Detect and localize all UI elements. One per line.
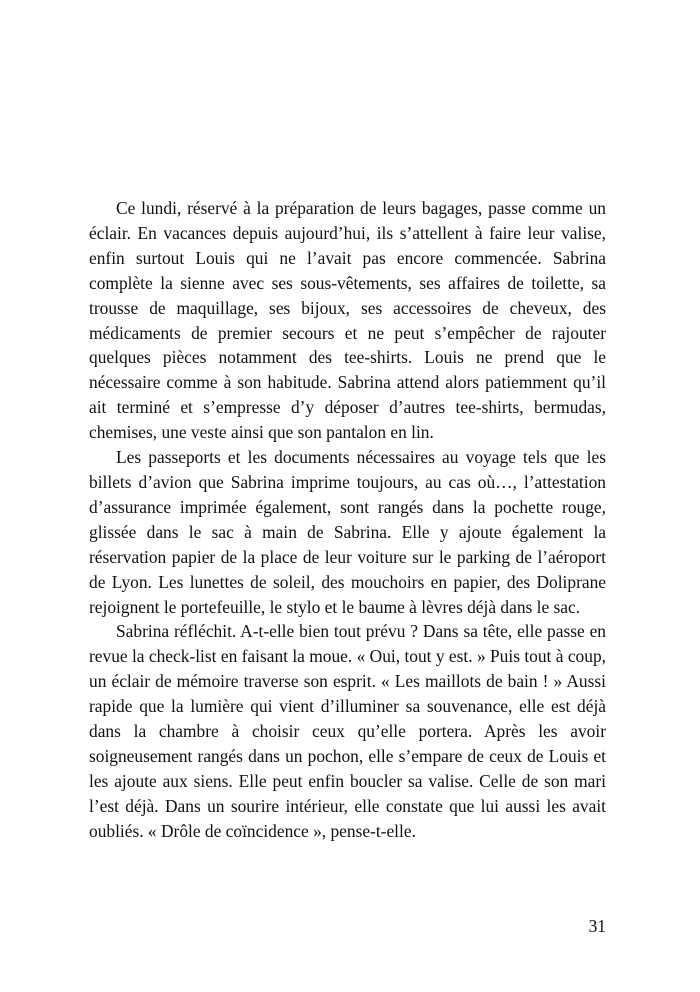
page-number: 31	[588, 916, 606, 936]
paragraph-2: Les passeports et les documents nécessaires au voyage tels que les billets d’avion que Sabrina imprime toujours, au cas où…, l’attestation d’assurance imprimée également, sont rangés dans la pochette rouge, glissée dans le sac à main de Sabrina. Elle y ajoute également la réservation papier de la place de leur voiture sur le parking de l’aéroport de Lyon. Les lunettes de soleil, des mouchoirs en papier, des Doliprane rejoignent le portefeuille, le stylo et le baume à lèvres déjà dans le sac.	[89, 447, 606, 617]
paragraph-3: Sabrina réfléchit. A-t-elle bien tout prévu ? Dans sa tête, elle passe en revue la check-list en faisant la moue. « Oui, tout y est. » Puis tout à coup, un éclair de mémoire traverse son esprit. « Les maillots de bain ! » Aussi rapide que la lumière qui vient d’illuminer sa souvenance, elle est déjà dans la chambre à choisir ceux qu’elle portera. Après les avoir soigneusement rangés dans un pochon, elle s’empare de ceux de Louis et les ajoute aux siens. Elle peut enfin boucler sa valise. Celle de son mari l’est déjà. Dans un sourire intérieur, elle constate que lui aussi les avait oubliés. « Drôle de coïncidence », pense-t-elle.	[89, 621, 606, 841]
paragraph-1: Ce lundi, réservé à la préparation de leurs bagages, passe comme un éclair. En vacances depuis aujourd’hui, ils s’attellent à faire leur valise, enfin surtout Louis qui ne l’avait pas encore commencée. Sabrina complète la sienne avec ses sous-vêtements, ses affaires de toilette, sa trousse de maquillage, ses bijoux, ses accessoires de cheveux, des médicaments de premier secours et ne peut s’empêcher de rajouter quelques pièces notamment des tee-shirts. Louis ne prend que le nécessaire comme à son habitude. Sabrina attend alors patiemment qu’il ait terminé et s’empresse d’y déposer d’autres tee-shirts, bermudas, chemises, une veste ainsi que son pantalon en lin.	[89, 198, 606, 443]
page-body	[89, 196, 606, 844]
